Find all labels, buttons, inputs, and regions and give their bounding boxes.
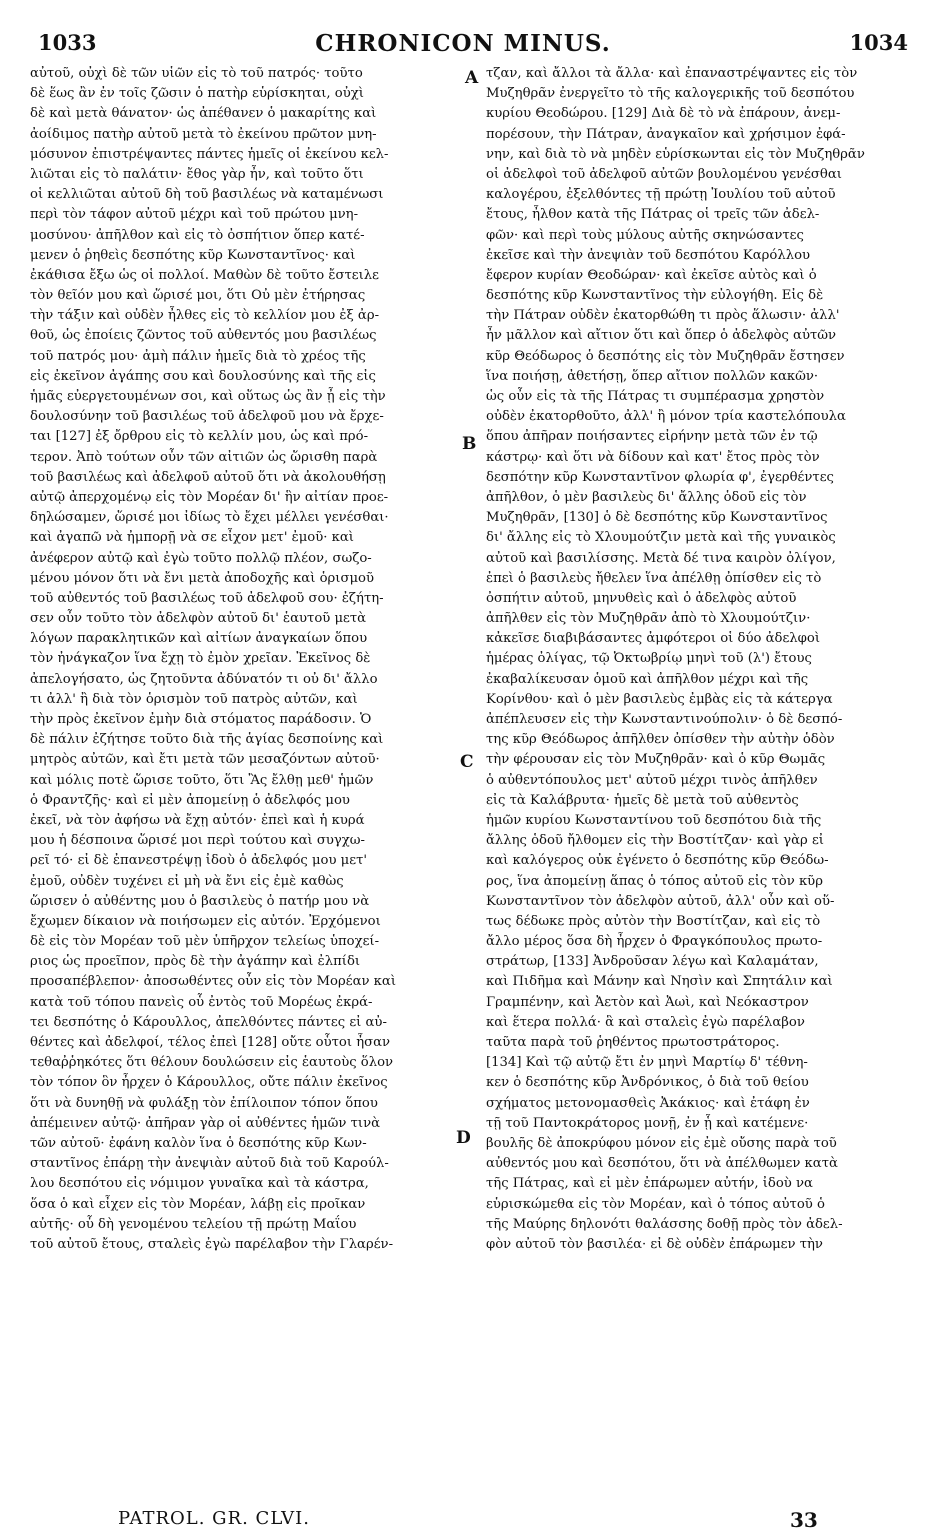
text-line: περὶ τὸν τάφον αὐτοῦ μέχρι καὶ τοῦ πρώτου μνη- (30, 207, 359, 223)
text-line: προσαπέβλεπον· ἀποσωθέντες οὖν εἰς τὸν Μορέαν καὶ (30, 974, 396, 990)
text-line: ὀσπήτιν αὐτοῦ, μηνυθεὶς καὶ ὁ ἀδελφὸς αὐτοῦ (486, 590, 797, 606)
text-line: τεθαῤῥηκότες ὅτι θέλουν δουλώσειν εἰς ἑαυτοὺς ὅλον (30, 1055, 394, 1071)
text-line: ἄλλο μέρος ὅσα δὴ ἦρχεν ὁ Φραγκόπουλος πρωτο- (486, 934, 823, 950)
text-line: ἡμῶν κυρίου Κωνσταντίνου τοῦ δεσπότου διὰ τῆς (486, 812, 822, 828)
text-line: καὶ ἕτερα πολλά· ἃ καὶ σταλεὶς ἐγὼ παρέλαβον (486, 1014, 805, 1030)
text-line: θοῦ, ὡς ἐποίεις ζῶντος τοῦ αὐθεντός μου βασιλέως (30, 328, 377, 344)
text-line: δουλοσύνην τοῦ βασιλέως τοῦ ἀδελφοῦ μου νὰ ἔρχε- (30, 409, 384, 425)
text-line: [134] Καὶ τῷ αὐτῷ ἔτι ἐν μηνὶ Μαρτίῳ δ' τέθνη- (486, 1055, 808, 1071)
text-line: της κῦρ Θεόδωρος ἀπῆλθεν ὀπίσθεν τὴν αὐτὴν ὁδὸν (486, 732, 835, 748)
margin-marker-b: B (462, 434, 477, 454)
text-line: λου δεσπότου εἰς νόμιμον γυναῖκα καὶ τὰ κάστρα, (30, 1176, 369, 1192)
text-line: ὁ Φραντζῆς· καὶ εἰ μὲν ἀπομείνῃ ὁ ἀδελφός μου (30, 792, 350, 808)
text-line: ὁ αὐθεντόπουλος μετ' αὐτοῦ μέχρι τινὸς ἀπῆλθεν (486, 772, 818, 788)
text-line: τοῦ αὐθεντός τοῦ βασιλέως τοῦ ἀδελφοῦ σου· ἐζήτη- (30, 590, 384, 606)
text-line: ται [127] ἐξ ὄρθρου εἰς τὸ κελλίν μου, ὡς καὶ πρό- (30, 429, 369, 445)
text-line: αὐτῆς· οὗ δὴ γενομένου τελείου τῇ πρώτῃ Μαΐου (30, 1216, 357, 1232)
text-line: τὸν θεῖόν μου καὶ ὥρισέ μοι, ὅτι Οὐ μὲν ἐτήρησας (30, 288, 366, 304)
text-line: ὅσα ὁ καὶ εἶχεν εἰς τὸν Μορέαν, λάβῃ εἰς προῖκαν (30, 1196, 366, 1212)
text-line: ἀπέπλευσεν εἰς τὴν Κωνσταντινούπολιν· ὁ δὲ δεσπό- (486, 712, 843, 727)
text-line: σταντῖνος ἐπάρῃ τὴν ἀνεψιὰν αὐτοῦ διὰ τοῦ Καρούλ- (30, 1156, 389, 1172)
right-text-column (486, 64, 906, 1509)
text-line: δεσπότην κῦρ Κωνσταντῖνον φλωρία φ', ἐγερθέντες (486, 469, 834, 485)
text-line: ἔχωμεν δίκαιον νὰ ποιήσωμεν εἰς αὐτόν. Ἐρχόμενοι (30, 913, 381, 929)
text-line: καλογέρου, ἐξελθόντες τῇ πρώτῃ Ἰουλίου τοῦ αὐτοῦ (486, 187, 836, 203)
text-line: καὶ Πιδῆμα καὶ Μάνην καὶ Νησὶν καὶ Σπητάλιν καὶ (486, 974, 833, 990)
text-line: τοῦ πατρός μου· ἀμὴ πάλιν ἡμεῖς διὰ τὸ χρέος τῆς (30, 348, 366, 364)
text-line: ἐκεῖ, νὰ τὸν ἀφήσω νὰ ἔχῃ αὐτόν· ἐπεὶ καὶ ἡ κυρά (30, 812, 365, 828)
text-line: δὲ καὶ μετὰ θάνατον· ὡς ἀπέθανεν ὁ μακαρίτης καὶ (30, 106, 377, 122)
text-line: τῇ τοῦ Παντοκράτορος μονῇ, ἐν ᾗ καὶ κατέμενε· (486, 1115, 809, 1131)
margin-marker-a: A (465, 68, 479, 88)
text-line: δεσπότης κῦρ Κωνσταντῖνος τὴν εὐλογήθη. Εἰς δὲ (486, 288, 824, 304)
text-line: ἐπεὶ ὁ βασιλεὺς ἤθελεν ἵνα ἀπέλθῃ ὀπίσθεν εἰς τὸ (486, 570, 822, 586)
text-line: ἀνέφερον αὐτῷ καὶ ἐγὼ τοῦτο πολλῷ πλέον, σωζο- (30, 550, 372, 566)
text-line: ρος, ἵνα ἀπομείνῃ ἅπας ὁ τόπος αὐτοῦ εἰς τὸν κῦρ (486, 873, 823, 889)
text-line: νην, καὶ διὰ τὸ νὰ μηδὲν εὑρίσκωνται εἰς τὸν Μυζηθρᾶν (486, 146, 865, 162)
text-line: ἄλλης ὁδοῦ ἤλθομεν εἰς τὴν Βοστίτζαν· καὶ γὰρ εἰ (486, 833, 824, 849)
text-line: αὐτῷ ἀπερχομένῳ εἰς τὸν Μορέαν δι' ἣν αἰτίαν προε- (30, 489, 389, 505)
text-line: τὴν Πάτραν οὐδὲν ἐκατορθώθη τι πρὸς ἅλωσιν· ἀλλ' (486, 308, 840, 324)
text-line: κεν ὁ δεσπότης κῦρ Ἀνδρόνικος, ὁ διὰ τοῦ θείου (486, 1075, 809, 1091)
text-line: καὶ ἀγαπῶ νὰ ἠμπορῇ νὰ σε εἶχον μετ' ἐμοῦ· καὶ (30, 530, 354, 546)
text-line: κἀκεῖσε διαβιβάσαντες ἀμφότεροι οἱ δύο ἀδελφοὶ (486, 631, 820, 647)
footer-signature: 33 (790, 1508, 818, 1532)
text-line: ἔτους, ἦλθον κατὰ τῆς Πάτρας οἱ τρεῖς τῶν ἀδελ- (486, 207, 820, 223)
left-text-column (30, 64, 452, 1509)
text-line: μενεν ὁ ῥηθεὶς δεσπότης κῦρ Κωνσταντῖνος· καὶ (30, 247, 356, 263)
text-line: ἔφερον κυρίαν Θεοδώραν· καὶ ἐκεῖσε αὐτὸς καὶ ὁ (486, 267, 817, 283)
text-line: ὥρισεν ὁ αὐθέντης μου ὁ βασιλεὺς ὁ πατήρ μου νὰ (30, 893, 370, 909)
running-title: CHRONICON MINUS. (315, 30, 611, 57)
text-line: ἡμέρας ὀλίγας, τῷ Ὀκτωβρίῳ μηνὶ τοῦ (λ') ἔτους (486, 651, 812, 667)
text-line: δὲ πάλιν ἐζήτησε τοῦτο διὰ τῆς ἁγίας δεσποίνης καὶ (30, 732, 384, 748)
text-line: κῦρ Θεόδωρος ὁ δεσπότης εἰς τὸν Μυζηθρᾶν ἔστησεν (486, 348, 845, 364)
text-line: Γραμπένην, καὶ Ἀετὸν καὶ Ἀωὶ, καὶ Νεόκαστρον (486, 994, 809, 1010)
text-line: στράτωρ, [133] Ἀνδροῦσαν λέγω καὶ Καλαμάταν, (486, 954, 819, 970)
text-line: μητρὸς αὐτῶν, καὶ ἔτι μετὰ τῶν μεσαζόντων αὐτοῦ· (30, 752, 380, 768)
text-line: ταῦτα παρὰ τοῦ ῥηθέντος πρωτοστράτορος. (486, 1035, 780, 1050)
text-line: δὲ ἕως ἂν ἐν τοῖς ζῶσιν ὁ πατὴρ εὑρίσκηται, οὐχὶ (30, 86, 364, 102)
text-line: τοῦ βασιλέως καὶ ἀδελφοῦ αὐτοῦ ὅτι νὰ ἀκολουθήσῃ (30, 469, 386, 485)
text-line: οἱ κελλιῶται αὐτοῦ δὴ τοῦ βασιλέως νὰ καταμένωσι (30, 187, 384, 203)
text-line: τὴν τάξιν καὶ οὐδὲν ἦλθες εἰς τὸ κελλίον μου ἐξ ἀρ- (30, 308, 380, 324)
text-line: μόσυνον ἐπιστρέψαντες πάντες ἡμεῖς οἱ ἐκείνου κελ- (30, 146, 389, 162)
text-line: σχήματος μετονομασθεὶς Ἀκάκιος· καὶ ἐτάφη ἐν (486, 1095, 810, 1111)
text-line: θέντες καὶ ἀδελφοί, τέλος ἐπεὶ [128] οὔτε οὗτοι ἦσαν (30, 1035, 391, 1050)
right-page-number: 1034 (849, 30, 908, 55)
text-line: δὲ εἰς τὸν Μορέαν τοῦ μὲν ὑπῆρχον τελείως ὑποχεί- (30, 934, 380, 950)
text-line: πορέσουν, τὴν Πάτραν, ἀναγκαῖον καὶ χρήσιμον ἐφά- (486, 126, 846, 142)
text-line: βουλῆς δὲ ἀποκρύφου μόνον εἰς ἐμὲ οὔσης παρὰ τοῦ (486, 1135, 837, 1151)
text-line: σεν οὖν τοῦτο τὸν ἀδελφὸν αὐτοῦ δι' ἑαυτοῦ μετὰ (30, 611, 367, 627)
text-line: τοῦ αὐτοῦ ἔτους, σταλεὶς ἐγὼ παρέλαβον τὴν Γλαρέν- (30, 1236, 394, 1252)
text-line: καὶ μόλις ποτὲ ὥρισε τοῦτο, ὅτι Ἂς ἔλθῃ μεθ' ἡμῶν (30, 772, 374, 788)
text-line: Κωνσταντῖνον τὸν ἀδελφὸν αὐτοῦ, ἀλλ' οὖν καὶ οὕ- (486, 893, 835, 909)
text-line: κάστρῳ· καὶ ὅτι νὰ δίδουν καὶ κατ' ἔτος πρὸς τὸν (486, 449, 820, 465)
text-line: ριος ὡς προεῖπον, πρὸς δὲ τὴν ἀγάπην καὶ ἐλπίδι (30, 954, 361, 970)
text-line: τει δεσπότης ὁ Κάρουλλος, ἀπελθόντες πάντες εἰ αὐ- (30, 1014, 387, 1030)
text-line: Μυζηθρᾶν ἐνεργεῖτο τὸ τῆς καλογερικῆς τοῦ δεσπότου (486, 86, 855, 102)
text-line: αὐτοῦ, οὐχὶ δὲ τῶν υἱῶν εἰς τὸ τοῦ πατρός· τοῦτο (30, 66, 363, 81)
text-line: μένου μόνον ὅτι νὰ ἔνι μετὰ ἀποδοχῆς καὶ ὁρισμοῦ (30, 570, 374, 586)
text-line: Μυζηθρᾶν, [130] ὁ δὲ δεσπότης κῦρ Κωνσταντῖνος (486, 510, 828, 526)
text-line: τὸν τόπον ὃν ἦρχεν ὁ Κάρουλλος, οὔτε πάλιν ἐκεῖνος (30, 1075, 388, 1091)
text-line: κατὰ τοῦ τόπου πανεὶς οὗ ἐντὸς τοῦ Μορέως ἐκρά- (30, 994, 373, 1010)
text-line: δηλώσαμεν, ὥρισέ μοι ἰδίως τὸ ἔχει μέλλει γενέσθαι· (30, 510, 389, 526)
text-line: λιῶται εἰς τὸ παλάτιν· ἔθος γὰρ ἦν, καὶ τοῦτο ὅτι (30, 166, 364, 182)
text-line: τῆς Πάτρας, καὶ εἰ μὲν ἐπάρωμεν αὐτήν, ἰδοὺ να (486, 1176, 813, 1192)
text-line: ἀπῆλθεν εἰς τὸν Μυζηθρᾶν ἀπὸ τὸ Χλουμούτζιν· (486, 611, 811, 627)
text-line: εἰς ἐκεῖνον ἀγάπης σου καὶ δουλοσύνης καὶ τῆς εἰς (30, 368, 376, 384)
text-line: κυρίου Θεοδώρου. [129] Διὰ δὲ τὸ νὰ ἐπάρουν, ἀνεμ- (486, 106, 841, 122)
text-line: ἐκεῖσε καὶ τὴν ἀνεψιὰν τοῦ δεσπότου Καρόλλου (486, 247, 811, 263)
text-line: λόγων παρακλητικῶν καὶ αἰτίων ἀναγκαίων ὅπου (30, 631, 368, 647)
margin-marker-c: C (460, 752, 474, 772)
text-line: ἵνα ποιήσῃ, ἀθετήσῃ, ὅπερ αἴτιον πολλῶν κακῶν· (486, 368, 819, 384)
text-line: ὅτι νὰ δυνηθῇ νὰ φυλάξῃ τὸν ἐπίλοιπον τόπον ὅπου (30, 1095, 378, 1111)
text-line: ἀπελογήσατο, ὡς ζητοῦντα ἀδύνατόν τι οὐ δι' ἄλλο (30, 671, 378, 687)
text-line: τὴν φέρουσαν εἰς τὸν Μυζηθρᾶν· καὶ ὁ κῦρ Θωμᾶς (486, 752, 826, 768)
text-line: καὶ καλόγερος οὐκ ἐγένετο ὁ δεσπότης κῦρ Θεόδω- (486, 853, 829, 869)
text-line: ἀοίδιμος πατὴρ αὐτοῦ μετὰ τὸ ἐκείνου πρῶτον μνη- (30, 126, 377, 142)
text-line: ἀπέμεινεν αὐτῷ· ἀπῆραν γὰρ οἱ αὐθέντες ἡμῶν τινὰ (30, 1115, 381, 1131)
text-line: ὅπου ἀπῆραν ποιήσαντες εἰρήνην μετὰ τῶν ἐν τῷ (486, 429, 818, 445)
text-line: εἰς τὰ Καλάβρυτα· ἡμεῖς δὲ μετὰ τοῦ αὐθεντὸς (486, 792, 799, 808)
text-line: φῶν· καὶ περὶ τοὺς μύλους αὐτῆς σκηνώσαντες (486, 227, 804, 243)
text-line: μοσύνου· ἀπῆλθον καὶ εἰς τὸ ὀσπήτιον ὅπερ κατέ- (30, 227, 365, 243)
text-line: τὴν πρὸς ἐκεῖνον ἐμὴν διὰ στόματος παράδοσιν. Ὁ (30, 712, 372, 727)
text-line: ἐκάθισα ἔξω ὡς οἱ πολλοί. Μαθὼν δὲ τοῦτο ἔστειλε (30, 267, 379, 283)
text-line: ἐκαβαλίκευσαν ὁμοῦ καὶ ἀπῆλθον μέχρι καὶ τῆς (486, 671, 809, 687)
left-page-number: 1033 (38, 30, 97, 55)
text-line: ρεῖ τό· εἰ δὲ ἐπανεστρέψῃ ἰδοὺ ὁ ἀδελφός μου μετ' (30, 853, 368, 869)
text-line: ἐμοῦ, οὐδὲν τυχένει εἰ μὴ νὰ ἔνι εἰς ἐμὲ καθὼς (30, 873, 344, 889)
text-line: τως δέδωκε πρὸς αὐτὸν τὴν Βοστίτζαν, καὶ εἰς τὸ (486, 913, 821, 929)
text-line: οὐδὲν ἐκατορθοῦτο, ἀλλ' ἢ μόνον τρία καστελόπουλα (486, 409, 846, 425)
margin-marker-d: D (456, 1128, 471, 1148)
text-line: τερον. Ἀπὸ τούτων οὖν τῶν αἰτιῶν ὡς ὥρισθη παρὰ (30, 449, 378, 465)
text-line: φὸν αὐτοῦ τὸν βασιλέα· εἰ δὲ οὐδὲν ἐπάρωμεν τὴν (486, 1236, 823, 1252)
text-line: τι ἀλλ' ἢ διὰ τὸν ὁρισμὸν τοῦ πατρὸς αὐτῶν, καὶ (30, 691, 358, 707)
text-line: ἀπῆλθον, ὁ μὲν βασιλεὺς δι' ἄλλης ὁδοῦ εἰς τὸν (486, 489, 807, 505)
text-line: αὐτοῦ καὶ βασιλίσσης. Μετὰ δέ τινα καιρὸν ὀλίγον, (486, 550, 836, 566)
page-header (18, 30, 908, 62)
text-line: τῆς Μαύρης δηλονότι θαλάσσης δοθῇ πρὸς τὸν ἀδελ- (486, 1216, 843, 1232)
text-line: δι' ἄλλης εἰς τὸ Χλουμούτζιν μετὰ καὶ τῆς γυναικὸς (486, 530, 836, 546)
text-line: ἡμᾶς εὐεργετουμένων σοι, καὶ οὕτως ὡς ἂν ᾖ εἰς τὴν (30, 389, 386, 404)
text-line: αὐθεντός μου καὶ δεσπότου, ὅτι νὰ ἀπέλθωμεν κατὰ (486, 1156, 838, 1172)
text-line: ἦν μᾶλλον καὶ αἴτιον ὅτι καὶ ὅπερ ὁ ἀδελφὸς αὐτῶν (486, 328, 837, 344)
text-line: εὑρισκώμεθα εἰς τὸν Μορέαν, καὶ ὁ τόπος αὐτοῦ ὁ (486, 1196, 825, 1212)
text-line: τὸν ἠνάγκαζον ἵνα ἔχῃ τὸ ἐμὸν χρεῖαν. Ἐκεῖνος δὲ (30, 651, 371, 667)
text-line: Κορίνθου· καὶ ὁ μὲν βασιλεὺς ἐμβὰς εἰς τὰ κάτεργα (486, 691, 833, 707)
text-line: ὡς οὖν εἰς τὰ τῆς Πάτρας τι συμπέρασμα χρηστὸν (486, 389, 825, 404)
footer-series: PATROL. GR. CLVI. (118, 1508, 310, 1529)
text-line: μου ἡ δέσποινα ὥρισέ μοι περὶ τούτου καὶ συγχω- (30, 833, 365, 849)
text-line: τῶν αὐτοῦ· ἐφάνη καλὸν ἵνα ὁ δεσπότης κῦρ Κων- (30, 1135, 367, 1151)
text-line: τζαν, καὶ ἄλλοι τὰ ἄλλα· καὶ ἐπαναστρέψαντες εἰς τὸν (486, 66, 858, 81)
text-line: οἱ ἀδελφοὶ τοῦ ἀδελφοῦ αὐτῶν βουλομένου γενέσθαι (486, 166, 842, 182)
